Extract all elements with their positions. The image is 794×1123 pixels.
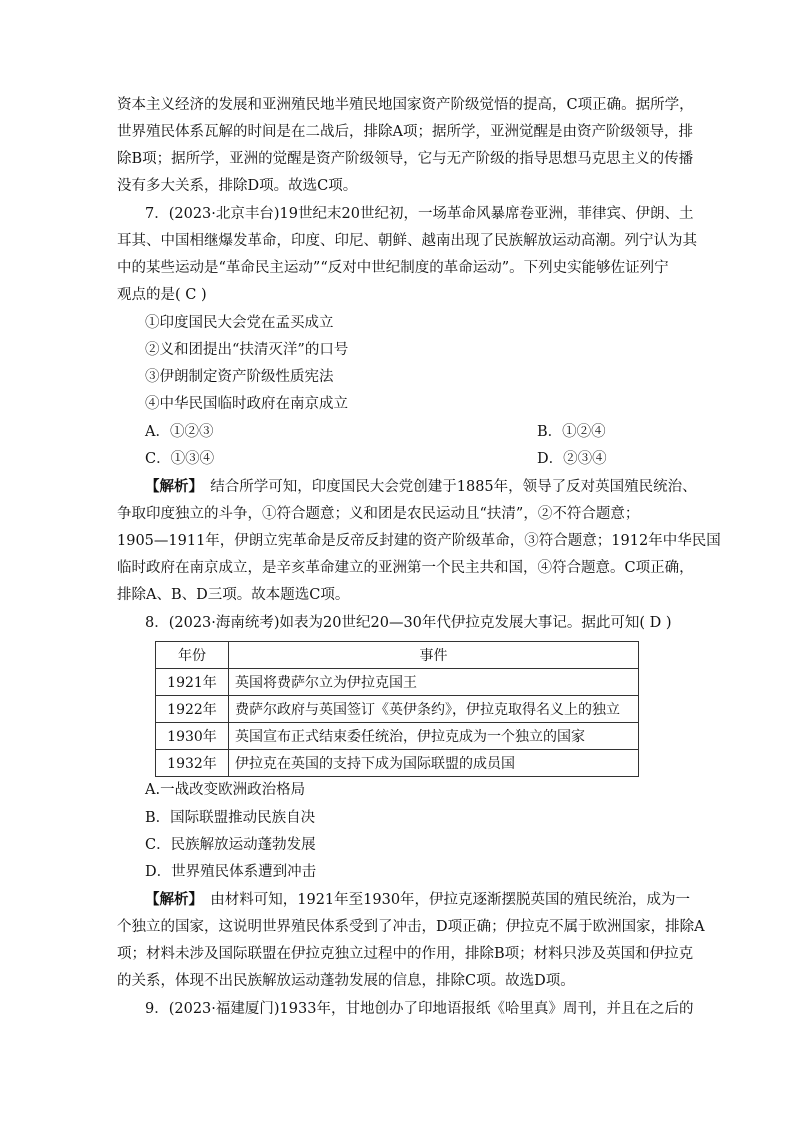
table-cell: 英国将费萨尔立为伊拉克国王 <box>229 669 639 696</box>
question-8-stem: 8．(2023·海南统考)如表为20世纪20—30年代伊拉克发展大事记。据此可知( D ) <box>145 615 672 631</box>
table-header: 年份 <box>156 642 229 669</box>
option-c: C．①③④ <box>145 451 215 467</box>
option-d: D．②③④ <box>537 451 607 467</box>
question-7-item: ①印度国民大会党在孟买成立 <box>145 315 334 331</box>
question-8-option-a: A.一战改变欧洲政治格局 <box>145 782 306 798</box>
question-7-analysis: 1905—1911年，伊朗立宪革命是反帝反封建的资产阶级革命，③符合题意；1912年中华民国 <box>117 533 721 549</box>
text-line: 没有多大关系，排除D项。故选C项。 <box>117 178 358 194</box>
question-7-stem: 耳其、中国相继爆发革命，印度、印尼、朝鲜、越南出现了民族解放运动高潮。列宁认为其 <box>117 233 697 249</box>
table-cell: 伊拉克在英国的支持下成为国际联盟的成员国 <box>229 750 639 777</box>
table-cell: 1921年 <box>156 669 229 696</box>
question-7-item: ②义和团提出“扶清灭洋”的口号 <box>145 342 349 358</box>
question-7-stem: 7．(2023·北京丰台)19世纪末20世纪初，一场革命风暴席卷亚洲，菲律宾、伊朗、土 <box>145 206 694 222</box>
table-row <box>156 723 639 750</box>
analysis-tag: 【解析】 <box>145 478 196 495</box>
question-7-options-row <box>145 449 607 469</box>
table-row <box>156 750 639 777</box>
question-7-stem: 观点的是( C ) <box>117 287 207 303</box>
table-cell: 1932年 <box>156 750 229 777</box>
table-row <box>156 669 639 696</box>
question-7-stem: 中的某些运动是“革命民主运动”“反对中世纪制度的革命运动”。下列史实能够佐证列宁 <box>117 260 669 276</box>
question-8-option-c: C．民族解放运动蓬勃发展 <box>145 837 316 853</box>
option-b: B．①②④ <box>537 424 606 440</box>
question-7-analysis: 争取印度独立的斗争，①符合题意；义和团是农民运动且“扶清”，②不符合题意； <box>117 506 640 522</box>
question-7-item: ④中华民国临时政府在南京成立 <box>145 396 348 412</box>
table-cell: 1930年 <box>156 723 229 750</box>
table-cell: 英国宣布正式结束委任统治，伊拉克成为一个独立的国家 <box>229 723 639 750</box>
question-8-analysis: 个独立的国家，这说明世界殖民体系受到了冲击，D项正确；伊拉克不属于欧洲国家，排除A <box>117 919 705 935</box>
events-table <box>155 641 639 777</box>
question-8-option-b: B．国际联盟推动民族自决 <box>145 810 316 826</box>
option-a: A．①②③ <box>145 424 214 440</box>
question-8-option-d: D．世界殖民体系遭到冲击 <box>145 864 317 880</box>
analysis-text: 结合所学可知，印度国民大会党创建于1885年，领导了反对英国殖民统治、 <box>195 479 697 495</box>
question-7-analysis: 排除A、B、D三项。故本题选C项。 <box>117 587 350 603</box>
table-cell: 1922年 <box>156 696 229 723</box>
table-header: 事件 <box>229 642 639 669</box>
table-row <box>156 696 639 723</box>
question-7-analysis: 临时政府在南京成立，是辛亥革命建立的亚洲第一个民主共和国，④符合题意。C项正确， <box>117 560 694 576</box>
table-cell: 费萨尔政府与英国签订《英伊条约》，伊拉克取得名义上的独立 <box>229 696 639 723</box>
table-header-row <box>156 642 639 669</box>
text-line: 资本主义经济的发展和亚洲殖民地半殖民地国家资产阶级觉悟的提高，C项正确。据所学， <box>117 97 694 113</box>
question-7-options-row <box>145 422 606 442</box>
question-8-analysis: 的关系，体现不出民族解放运动蓬勃发展的信息，排除C项。故选D项。 <box>117 973 575 989</box>
question-8-analysis: 项；材料未涉及国际联盟在伊拉克独立过程中的作用，排除B项；材料只涉及英国和伊拉克 <box>117 946 694 962</box>
analysis-text: 由材料可知，1921年至1930年，伊拉克逐渐摆脱英国的殖民统治，成为一 <box>195 892 691 908</box>
question-8-analysis <box>145 890 690 910</box>
question-9-stem: 9．(2023·福建厦门)1933年，甘地创办了印地语报纸《哈里真》周刊，并且在之后的 <box>145 1001 694 1017</box>
question-7-analysis <box>145 477 697 497</box>
text-line: 世界殖民体系瓦解的时间是在二战后，排除A项；据所学，亚洲觉醒是由资产阶级领导，排 <box>117 124 693 140</box>
question-7-item: ③伊朗制定资产阶级性质宪法 <box>145 369 334 385</box>
text-line: 除B项；据所学，亚洲的觉醒是资产阶级领导，它与无产阶级的指导思想马克思主义的传播 <box>117 151 694 167</box>
analysis-tag: 【解析】 <box>145 891 196 908</box>
